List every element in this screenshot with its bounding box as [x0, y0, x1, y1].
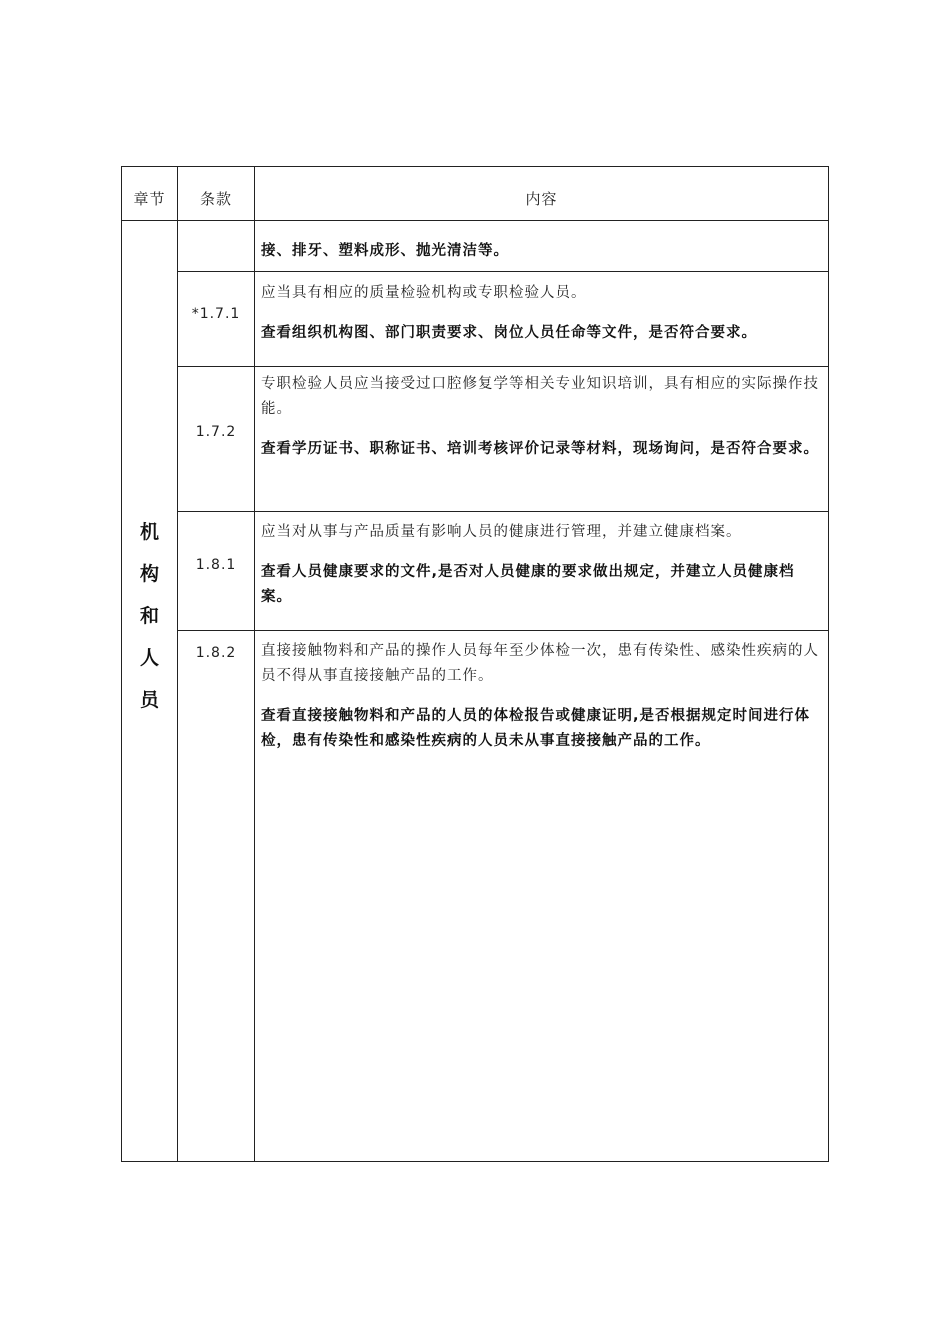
requirement-text: 专职检验人员应当接受过口腔修复学等相关专业知识培训，具有相应的实际操作技能。 — [261, 376, 819, 417]
table-row — [122, 512, 829, 631]
content-cell — [255, 631, 829, 1162]
requirement-text: 应当对从事与产品质量有影响人员的健康进行管理，并建立健康档案。 — [261, 524, 742, 540]
content-cell — [255, 221, 829, 272]
content-cell — [255, 512, 829, 631]
header-clause: 条款 — [178, 167, 255, 221]
table-row — [122, 221, 829, 272]
chapter-label: 机构和人员 — [139, 521, 159, 711]
clause-cell: *1.7.1 — [178, 272, 255, 367]
table-row — [122, 272, 829, 367]
clause-cell: 1.8.1 — [178, 512, 255, 631]
clause-cell: 1.7.2 — [178, 367, 255, 512]
check-method: 接、排牙、塑料成形、抛光清洁等。 — [261, 243, 509, 259]
requirement-text: 直接接触物料和产品的操作人员每年至少体检一次，患有传染性、感染性疾病的人员不得从事直接接触产品的工作。 — [261, 643, 819, 684]
table-row — [122, 367, 829, 512]
requirement-text: 应当具有相应的质量检验机构或专职检验人员。 — [261, 285, 587, 301]
table-row — [122, 631, 829, 1162]
clause-cell — [178, 221, 255, 272]
header-content: 内容 — [255, 167, 829, 221]
clause-cell: 1.8.2 — [178, 631, 255, 1162]
chapter-cell — [122, 221, 178, 1162]
check-method: 查看学历证书、职称证书、培训考核评价记录等材料，现场询问，是否符合要求。 — [261, 441, 819, 457]
check-method: 查看直接接触物料和产品的人员的体检报告或健康证明,是否根据规定时间进行体检，患有传染性和感染性疾病的人员未从事直接接触产品的工作。 — [261, 708, 811, 749]
check-method: 查看组织机构图、部门职责要求、岗位人员任命等文件，是否符合要求。 — [261, 325, 757, 341]
content-cell — [255, 367, 829, 512]
header-chapter: 章节 — [122, 167, 178, 221]
inspection-table — [121, 166, 829, 1162]
check-method: 查看人员健康要求的文件,是否对人员健康的要求做出规定，并建立人员健康档案。 — [261, 564, 795, 605]
table-header-row — [122, 167, 829, 221]
content-cell — [255, 272, 829, 367]
